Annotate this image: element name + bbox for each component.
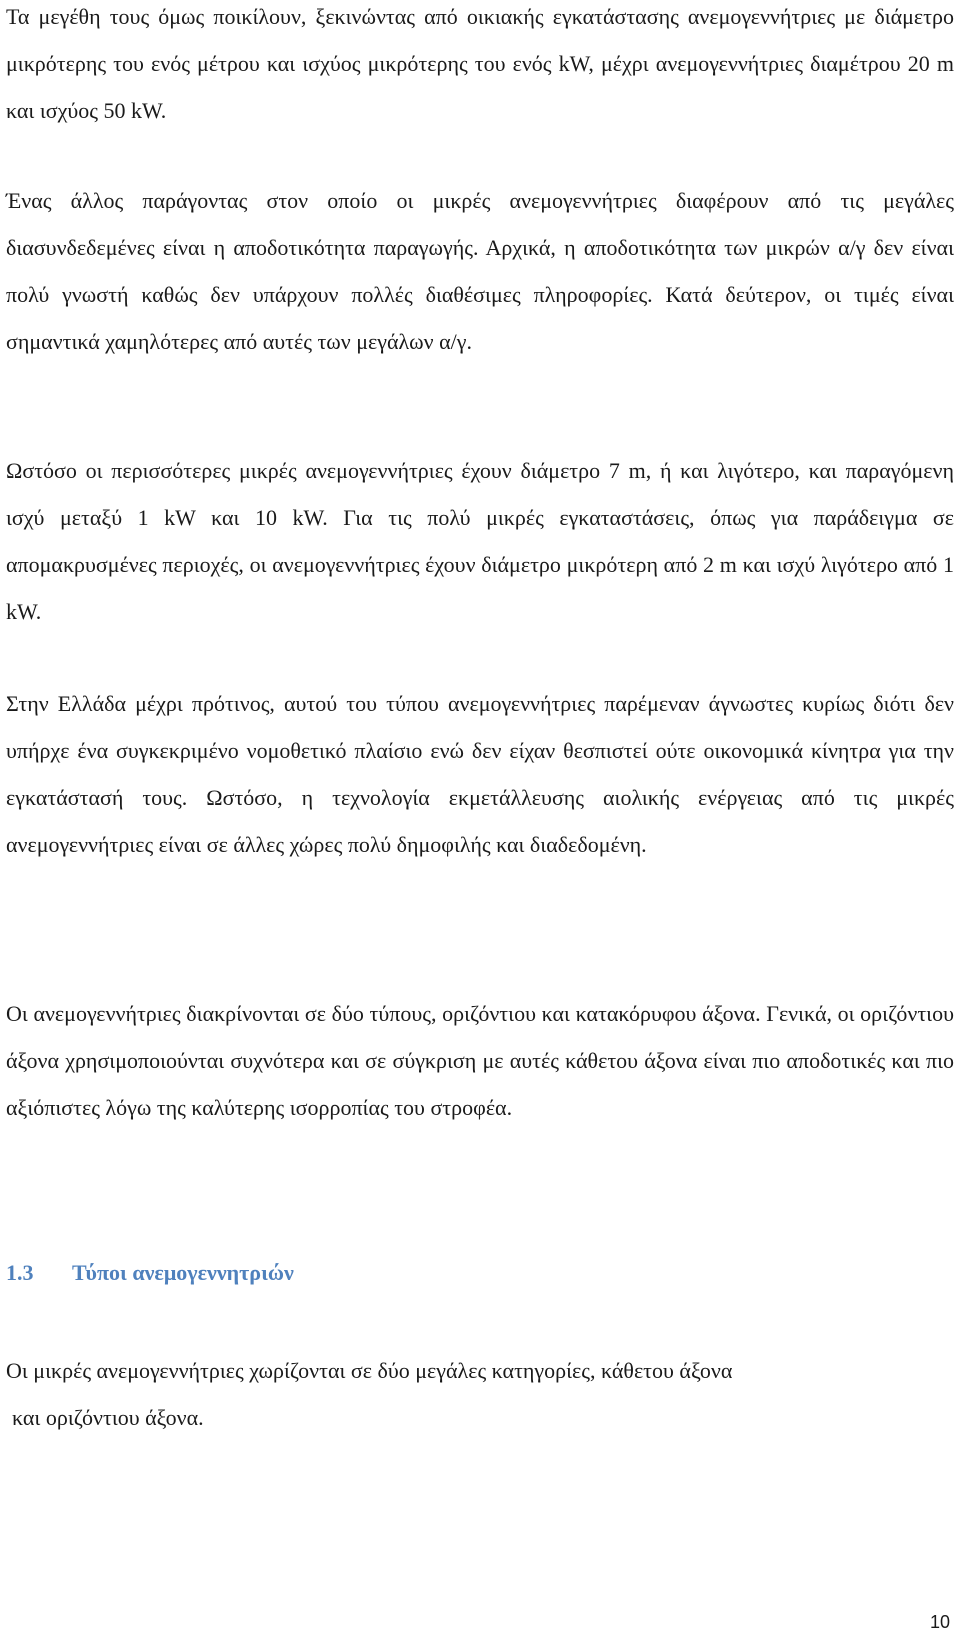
paragraph-efficiency: Ένας άλλος παράγοντας στον οποίο οι μικρές ανεμογεννήτριες διαφέρουν από τις μεγάλες διασυνδεδεμένες είναι η αποδοτικότητα παραγωγής. Αρχικά, η αποδοτικότητα των μικρών α/γ δεν είναι πολύ γνωστή καθώς δεν υπάρχουν πολλές διαθέσιμες πληροφορίες. Κατά δεύτερον, οι τιμές είναι σημαντικά χαμηλότερες από αυτές των μεγάλων α/γ. (6, 188, 954, 354)
paragraph-axis-types: Οι ανεμογεννήτριες διακρίνονται σε δύο τύπους, οριζόντιου και κατακόρυφου άξονα. Γενικά, οι οριζόντιου άξονα χρησιμοποιούνται συχνότερα και σε σύγκριση με αυτές κάθετου άξονα είναι πιο αποδοτικές και πιο αξιόπιστες λόγω της καλύτερης ισορροπίας του στροφέα. (6, 1001, 954, 1120)
paragraph-categories (6, 1347, 954, 1441)
section-title: Τύποι ανεμογεννητριών (72, 1260, 294, 1285)
page-number: 10 (929, 1612, 950, 1632)
paragraph-sizes: Τα μεγέθη τους όμως ποικίλουν, ξεκινώντας από οικιακής εγκατάστασης ανεμογεννήτριες με διάμετρο μικρότερης του ενός μέτρου και ισχύος μικρότερης του ενός kW, μέχρι ανεμογεννήτριες διαμέτρου 20 m και ισχύος 50 kW. (6, 4, 954, 123)
paragraph-diameter-power: Ωστόσο οι περισσότερες μικρές ανεμογεννήτριες έχουν διάμετρο 7 m, ή και λιγότερο, και παραγόμενη ισχύ μεταξύ 1 kW και 10 kW. Για τις πολύ μικρές εγκαταστάσεις, όπως για παράδειγμα σε απομακρυσμένες περιοχές, οι ανεμογεννήτριες έχουν διάμετρο μικρότερη από 2 m και ισχύ λιγότερο από 1 kW. (6, 458, 954, 624)
paragraph-categories-line2: και οριζόντιου άξονα. (12, 1405, 204, 1430)
paragraph-greece: Στην Ελλάδα μέχρι πρότινος, αυτού του τύπου ανεμογεννήτριες παρέμεναν άγνωστες κυρίως διότι δεν υπήρχε ένα συγκεκριμένο νομοθετικό πλαίσιο ενώ δεν είχαν θεσπιστεί ούτε οικονομικά κίνητρα για την εγκατάστασή τους. Ωστόσο, η τεχνολογία εκμετάλλευσης αιολικής ενέργειας από τις μικρές ανεμογεννήτριες είναι σε άλλες χώρες πολύ δημοφιλής και διαδεδομένη. (6, 691, 954, 857)
paragraph-categories-line1: Οι μικρές ανεμογεννήτριες χωρίζονται σε δύο μεγάλες κατηγορίες, κάθετου άξονα (6, 1358, 733, 1383)
section-heading (6, 1253, 294, 1293)
section-number: 1.3 (6, 1260, 34, 1285)
